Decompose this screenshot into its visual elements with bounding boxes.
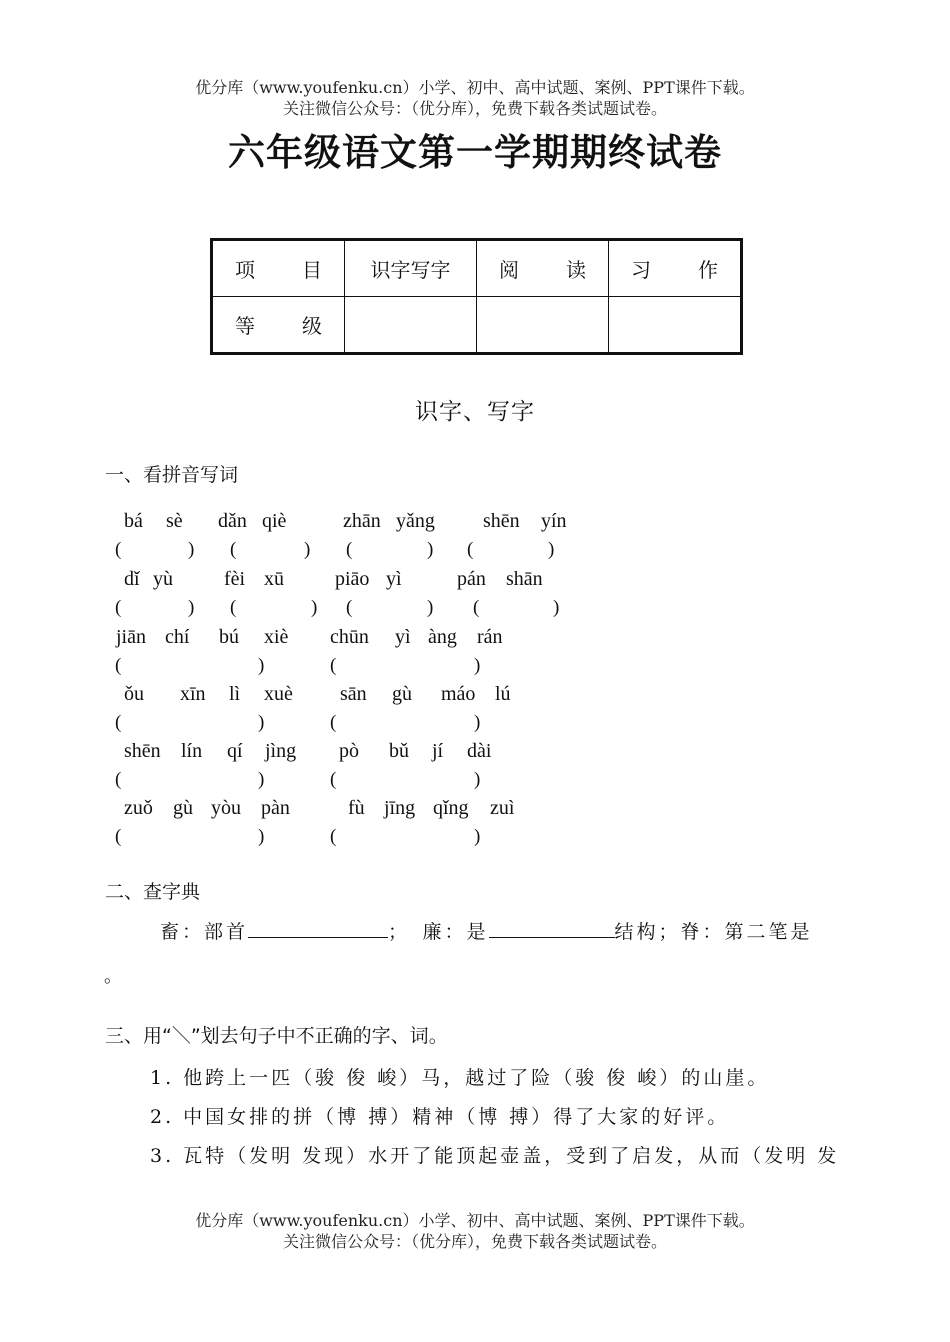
pinyin-syllable: fèi (224, 568, 246, 590)
answer-field[interactable] (125, 539, 186, 561)
answer-bracket-open: ( (330, 712, 337, 733)
pinyin-syllable: qǐng (433, 797, 469, 819)
header-line-1: 优分库（www.youfenku.cn）小学、初中、高中试题、案例、PPT课件下载。 (195, 78, 755, 97)
answer-field[interactable] (125, 655, 256, 677)
cell-text: 项 (235, 258, 255, 282)
answer-bracket-close: ) (188, 597, 195, 618)
pinyin-syllable: lín (181, 740, 203, 762)
answer-field[interactable] (340, 826, 472, 848)
pinyin-syllable: bá (124, 510, 143, 532)
pinyin-syllable: dǎn (218, 510, 247, 532)
answer-field[interactable] (240, 597, 309, 619)
q3-heading: 三、用“＼”划去句子中不正确的字、词。 (105, 1025, 448, 1047)
pinyin-syllable: dǐ (124, 568, 140, 590)
pinyin-syllable: xuè (264, 683, 293, 705)
pinyin-syllable: xīn (180, 683, 206, 705)
cell-text: 读 (566, 258, 586, 282)
answer-bracket-close: ) (258, 826, 265, 847)
pinyin-syllable: shān (506, 568, 543, 590)
pinyin-syllable: bǔ (389, 740, 409, 762)
pinyin-syllable: lú (495, 683, 511, 705)
answer-field[interactable] (125, 826, 256, 848)
footer-line-2: 关注微信公众号：（优分库），免费下载各类试题试卷。 (282, 1232, 667, 1251)
pinyin-syllable: sān (340, 683, 367, 705)
q2-text-3: 结构；脊：第二笔是 (614, 921, 813, 943)
pinyin-syllable: yín (541, 510, 567, 532)
pinyin-syllable: yòu (211, 797, 241, 819)
answer-bracket-open: ( (115, 769, 122, 790)
answer-bracket-close: ) (427, 539, 434, 560)
pinyin-syllable: qí (227, 740, 243, 762)
answer-bracket-close: ) (188, 539, 195, 560)
pinyin-syllable: àng (428, 626, 457, 648)
answer-bracket-open: ( (230, 597, 237, 618)
footer-line-1: 优分库（www.youfenku.cn）小学、初中、高中试题、案例、PPT课件下载。 (195, 1211, 755, 1230)
answer-bracket-close: ) (474, 712, 481, 733)
cell-text: 阅 (499, 258, 519, 282)
pinyin-syllable: xiè (264, 626, 289, 648)
answer-field[interactable] (240, 539, 302, 561)
pinyin-syllable: shēn (124, 740, 161, 762)
answer-bracket-open: ( (115, 597, 122, 618)
q1-heading: 一、看拼音写词 (105, 464, 239, 486)
answer-bracket-close: ) (474, 769, 481, 790)
answer-bracket-open: ( (473, 597, 480, 618)
q3-item: 1. 他跨上一匹（骏 俊 峻）马，越过了险（骏 俊 峻）的山崖。 (150, 1067, 770, 1089)
grade-cell-writing[interactable] (609, 297, 742, 354)
pinyin-syllable: sè (166, 510, 183, 532)
answer-bracket-open: ( (330, 826, 337, 847)
cell-text: 级 (302, 314, 322, 338)
pinyin-syllable: jiān (116, 626, 146, 648)
answer-bracket-close: ) (304, 539, 311, 560)
answer-bracket-open: ( (346, 539, 353, 560)
answer-bracket-close: ) (258, 655, 265, 676)
table-cell (212, 297, 345, 354)
cell-text: 作 (698, 258, 718, 282)
answer-bracket-close: ) (258, 769, 265, 790)
pinyin-syllable: bú (219, 626, 239, 648)
pinyin-syllable: pò (339, 740, 359, 762)
q2-line (160, 917, 813, 944)
pinyin-syllable: ǒu (124, 683, 144, 705)
table-cell: 识字写字 (345, 240, 477, 297)
answer-bracket-open: ( (330, 769, 337, 790)
answer-field[interactable] (340, 655, 472, 677)
answer-field[interactable] (356, 597, 425, 619)
pinyin-syllable: rán (477, 626, 503, 648)
answer-field[interactable] (125, 712, 256, 734)
answer-field[interactable] (477, 539, 546, 561)
cell-text: 习 (631, 258, 651, 282)
table-cell (609, 240, 742, 297)
pinyin-syllable: shēn (483, 510, 520, 532)
pinyin-syllable: yì (395, 626, 411, 648)
pinyin-syllable: yù (153, 568, 173, 590)
q3-item: 2. 中国女排的拼（博 搏）精神（博 搏）得了大家的好评。 (150, 1106, 730, 1128)
pinyin-syllable: piāo (335, 568, 370, 590)
q2-text-1: 畜：部首 (160, 921, 249, 943)
pinyin-syllable: xū (264, 568, 284, 590)
pinyin-syllable: pàn (261, 797, 290, 819)
q2-end: 。 (104, 966, 122, 987)
answer-bracket-open: ( (115, 826, 122, 847)
answer-bracket-open: ( (230, 539, 237, 560)
pinyin-syllable: máo (441, 683, 476, 705)
answer-bracket-close: ) (548, 539, 555, 560)
page-title: 六年级语文第一学期期终试卷 (228, 131, 722, 174)
pinyin-syllable: jīng (384, 797, 416, 819)
answer-blank[interactable] (489, 919, 615, 938)
header-line-2: 关注微信公众号：（优分库），免费下载各类试题试卷。 (282, 99, 667, 118)
pinyin-syllable: zuì (490, 797, 515, 819)
answer-field[interactable] (356, 539, 425, 561)
answer-bracket-open: ( (346, 597, 353, 618)
pinyin-syllable: jìng (265, 740, 297, 762)
answer-field[interactable] (125, 597, 186, 619)
pinyin-syllable: chūn (330, 626, 369, 648)
grade-cell-reading[interactable] (477, 297, 609, 354)
answer-field[interactable] (340, 769, 472, 791)
table-row (212, 297, 742, 354)
answer-bracket-close: ) (311, 597, 318, 618)
grade-cell-literacy[interactable] (345, 297, 477, 354)
pinyin-syllable: dài (467, 740, 492, 762)
answer-bracket-open: ( (330, 655, 337, 676)
answer-bracket-open: ( (115, 712, 122, 733)
cell-text: 目 (302, 258, 322, 282)
grade-table (210, 238, 743, 355)
pinyin-syllable: zhān (343, 510, 381, 532)
q2-text-2: ； 廉：是 (388, 921, 489, 943)
q2-heading: 二、查字典 (105, 881, 201, 903)
answer-bracket-close: ) (258, 712, 265, 733)
answer-bracket-close: ) (474, 826, 481, 847)
section-title: 识字、写字 (415, 399, 535, 425)
q3-item: 3. 瓦特（发明 发现）水开了能顶起壶盖，受到了启发，从而（发明 发 (150, 1145, 840, 1167)
answer-bracket-close: ) (474, 655, 481, 676)
answer-field[interactable] (125, 769, 256, 791)
pinyin-syllable: jí (432, 740, 444, 762)
pinyin-syllable: yì (386, 568, 402, 590)
answer-bracket-close: ) (427, 597, 434, 618)
pinyin-syllable: pán (457, 568, 486, 590)
pinyin-syllable: gù (392, 683, 412, 705)
pinyin-syllable: chí (165, 626, 190, 648)
table-row (212, 240, 742, 297)
answer-bracket-open: ( (115, 655, 122, 676)
answer-bracket-open: ( (115, 539, 122, 560)
answer-bracket-open: ( (467, 539, 474, 560)
answer-bracket-close: ) (553, 597, 560, 618)
pinyin-syllable: gù (173, 797, 193, 819)
pinyin-syllable: lì (229, 683, 241, 705)
pinyin-syllable: fù (348, 797, 365, 819)
answer-blank[interactable] (248, 919, 388, 938)
pinyin-syllable: zuǒ (124, 797, 153, 819)
cell-text: 等 (235, 314, 255, 338)
pinyin-syllable: qiè (262, 510, 287, 532)
answer-field[interactable] (483, 597, 551, 619)
answer-field[interactable] (340, 712, 472, 734)
pinyin-syllable: yǎng (396, 510, 435, 532)
table-cell (212, 240, 345, 297)
table-cell (477, 240, 609, 297)
